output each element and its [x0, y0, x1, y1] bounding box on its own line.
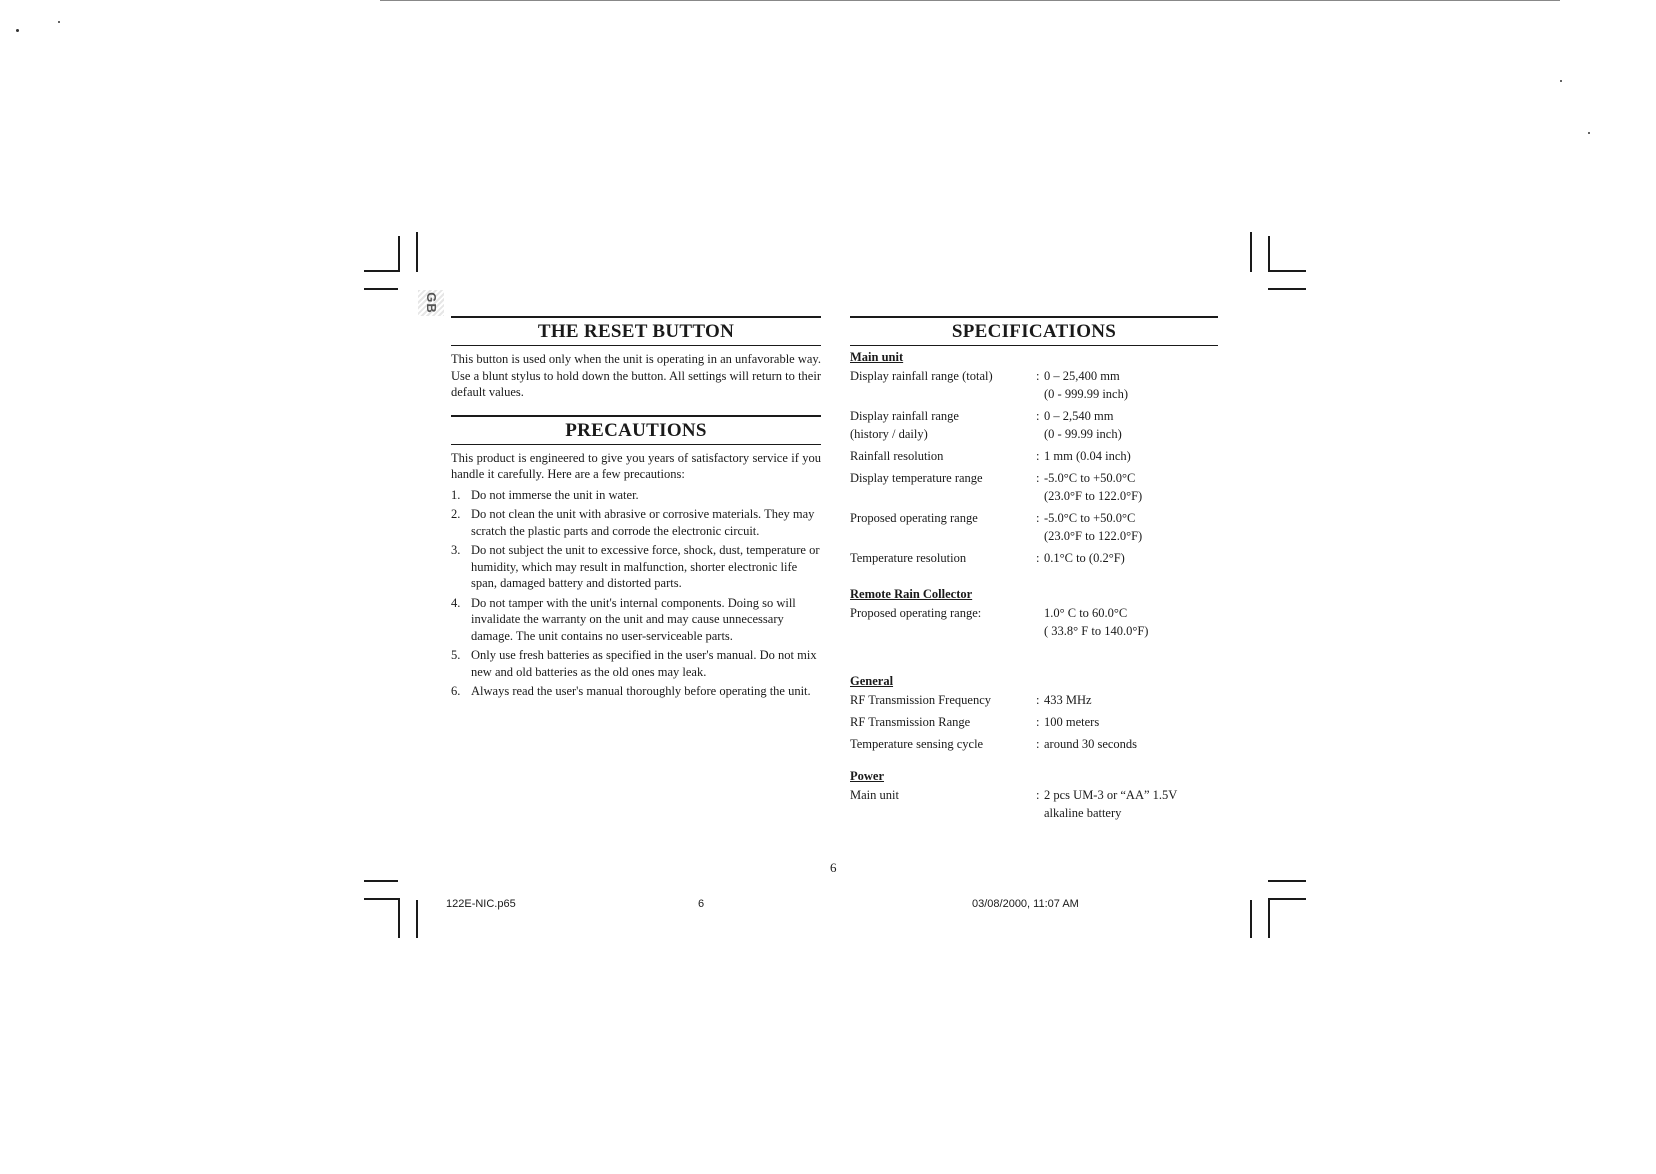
- spec-label: [850, 549, 1036, 567]
- crop-mark: [1268, 898, 1306, 900]
- spec-value: [1044, 509, 1218, 545]
- spec-value-line: (23.0°F to 122.0°F): [1044, 489, 1143, 503]
- item-text: Do not subject the unit to excessive force, shock, dust, temperature or humidity, which may result in malfunction, shorter electronic life span, damaged battery and distorted parts.: [471, 543, 820, 590]
- spec-value: [1044, 407, 1218, 443]
- item-number: 4.: [451, 595, 461, 610]
- spec-group-general: General: [850, 674, 894, 688]
- spec-row: [850, 713, 1218, 731]
- precautions-intro: This product is engineered to give you years of satisfactory service if you handle it carefully. Here are a few precautions:: [451, 450, 821, 481]
- spec-value: [1044, 604, 1218, 640]
- item-text: Do not clean the unit with abrasive or corrosive materials. They may scratch the plastic parts and corrode the electronic circuit.: [471, 507, 815, 538]
- spec-row: [850, 469, 1218, 505]
- list-item: [451, 542, 821, 592]
- scan-speck: [16, 29, 19, 32]
- reset-title: THE RESET BUTTON: [451, 316, 821, 346]
- list-item: [451, 647, 821, 680]
- spec-value: [1044, 367, 1218, 403]
- crop-mark: [1268, 880, 1306, 882]
- crop-mark: [416, 232, 418, 272]
- page-number: 6: [830, 860, 837, 875]
- spec-label: [850, 447, 1036, 465]
- crop-mark: [364, 270, 398, 272]
- spec-value-line: alkaline battery: [1044, 806, 1122, 820]
- spec-value-line: (23.0°F to 122.0°F): [1044, 529, 1143, 543]
- spec-row: [850, 549, 1218, 567]
- crop-mark: [1250, 900, 1252, 938]
- spec-label-line: Proposed operating range:: [850, 606, 982, 620]
- spec-separator: :: [1036, 409, 1040, 423]
- list-item: [451, 487, 821, 504]
- spec-label: [850, 509, 1036, 545]
- item-number: 1.: [451, 487, 461, 502]
- reset-body: This button is used only when the unit is operating in an unfavorable way. Use a blunt stylus to hold down the button. All settings will return to their default values.: [451, 352, 821, 399]
- crop-mark: [364, 880, 398, 882]
- spec-value-line: around 30 seconds: [1044, 737, 1138, 751]
- spec-separator: :: [1036, 511, 1040, 525]
- spec-value-line: -5.0°C to +50.0°C: [1044, 511, 1136, 525]
- list-item: [451, 683, 821, 700]
- spec-label-line: Display rainfall range: [850, 409, 959, 423]
- spec-value: [1044, 447, 1218, 465]
- spec-label: [850, 691, 1036, 709]
- spec-group-power: Power: [850, 769, 885, 783]
- spec-value-line: 0 – 2,540 mm: [1044, 409, 1114, 423]
- spec-separator: :: [1036, 715, 1040, 729]
- spec-value-line: (0 - 99.99 inch): [1044, 427, 1122, 441]
- spec-separator: :: [1036, 471, 1040, 485]
- spec-group-main-unit: Main unit: [850, 350, 904, 364]
- spec-row: [850, 786, 1218, 822]
- spec-label-line: Display temperature range: [850, 471, 983, 485]
- spec-label: [850, 407, 1036, 443]
- spec-row: [850, 735, 1218, 753]
- spec-value-line: 0 – 25,400 mm: [1044, 369, 1120, 383]
- specifications-title: SPECIFICATIONS: [850, 316, 1218, 346]
- crop-mark: [1268, 898, 1270, 938]
- spec-separator: :: [1036, 788, 1040, 802]
- spec-label-line: Temperature resolution: [850, 551, 967, 565]
- spec-label-line: Rainfall resolution: [850, 449, 944, 463]
- item-text: Do not tamper with the unit's internal components. Doing so will invalidate the warranty on the unit and may cause unnecessary damage. The unit contains no user-serviceable parts.: [471, 595, 796, 643]
- language-tab-gb: [418, 290, 444, 316]
- spec-label-line: RF Transmission Frequency: [850, 693, 991, 707]
- crop-mark: [1250, 232, 1252, 272]
- spec-row: [850, 407, 1218, 443]
- item-number: 2.: [451, 507, 461, 521]
- item-text: Only use fresh batteries as specified in the user's manual. Do not mix new and old batteries as the old ones may leak.: [471, 648, 817, 679]
- list-item: [451, 595, 821, 645]
- spec-label: [850, 367, 1036, 403]
- spec-separator: :: [1036, 551, 1040, 565]
- footer-page: 6: [698, 898, 705, 910]
- spec-label-line: Proposed operating range: [850, 511, 978, 525]
- left-column: [451, 316, 821, 703]
- item-number: 6.: [451, 684, 461, 698]
- scan-speck: [1588, 132, 1590, 134]
- spec-value: [1044, 735, 1218, 753]
- spec-row: [850, 509, 1218, 545]
- spec-value-line: -5.0°C to +50.0°C: [1044, 471, 1136, 485]
- spec-rows-remote: [850, 604, 1218, 640]
- right-column: [850, 316, 1218, 826]
- spec-row: [850, 367, 1218, 403]
- spec-rows-main-unit: [850, 367, 1218, 567]
- spec-row: [850, 691, 1218, 709]
- spec-value-line: 1 mm (0.04 inch): [1044, 449, 1131, 463]
- crop-mark: [1268, 288, 1306, 290]
- spec-value: [1044, 713, 1218, 731]
- spec-separator: :: [1036, 737, 1040, 751]
- spec-value: [1044, 691, 1218, 709]
- footer-filename: 122E-NIC.p65: [446, 898, 516, 910]
- spec-label-line: (history / daily): [850, 427, 928, 441]
- crop-mark: [364, 898, 398, 900]
- precautions-list: [451, 487, 821, 700]
- spec-value-line: 0.1°C to (0.2°F): [1044, 551, 1125, 565]
- spec-rows-general: [850, 691, 1218, 753]
- crop-mark: [364, 288, 398, 290]
- spec-label-line: RF Transmission Range: [850, 715, 971, 729]
- scan-speck: [58, 21, 60, 23]
- crop-mark: [1268, 236, 1270, 272]
- spec-separator: [1036, 604, 1044, 640]
- spec-row: [850, 447, 1218, 465]
- spec-label-line: Temperature sensing cycle: [850, 737, 984, 751]
- spec-rows-power: [850, 786, 1218, 822]
- footer-date: 03/08/2000, 11:07 AM: [972, 898, 1079, 910]
- top-edge-line: [380, 0, 1560, 1]
- crop-mark: [398, 236, 400, 272]
- spec-label: [850, 604, 1036, 640]
- item-number: 3.: [451, 543, 461, 557]
- item-text: Always read the user's manual thoroughly before operating the unit.: [471, 684, 811, 698]
- spec-value: [1044, 469, 1218, 505]
- precautions-title: PRECAUTIONS: [451, 415, 821, 445]
- spec-value-line: 100 meters: [1044, 715, 1100, 729]
- spec-label: [850, 786, 1036, 822]
- spec-separator: :: [1036, 693, 1040, 707]
- spec-label: [850, 713, 1036, 731]
- spec-row: [850, 604, 1218, 640]
- spec-value-line: 1.0° C to 60.0°C: [1044, 606, 1128, 620]
- spec-separator: :: [1036, 449, 1040, 463]
- crop-mark: [1268, 270, 1306, 272]
- spec-label: [850, 469, 1036, 505]
- scan-speck: [1560, 80, 1562, 82]
- spec-value-line: 2 pcs UM-3 or “AA” 1.5V: [1044, 788, 1178, 802]
- spec-label-line: Main unit: [850, 788, 899, 802]
- spec-group-remote: Remote Rain Collector: [850, 587, 973, 601]
- crop-mark: [398, 898, 400, 938]
- spec-value-line: ( 33.8° F to 140.0°F): [1044, 624, 1149, 638]
- item-text: Do not immerse the unit in water.: [471, 487, 639, 502]
- spec-label-line: Display rainfall range (total): [850, 369, 993, 383]
- spec-value: [1044, 549, 1218, 567]
- spec-value-line: (0 - 999.99 inch): [1044, 387, 1129, 401]
- crop-mark: [416, 900, 418, 938]
- spec-separator: :: [1036, 369, 1040, 383]
- list-item: [451, 506, 821, 539]
- spec-value-line: 433 MHz: [1044, 693, 1092, 707]
- item-number: 5.: [451, 648, 461, 662]
- spec-value: [1044, 786, 1218, 822]
- spec-label: [850, 735, 1036, 753]
- gb-label: GB: [424, 292, 439, 314]
